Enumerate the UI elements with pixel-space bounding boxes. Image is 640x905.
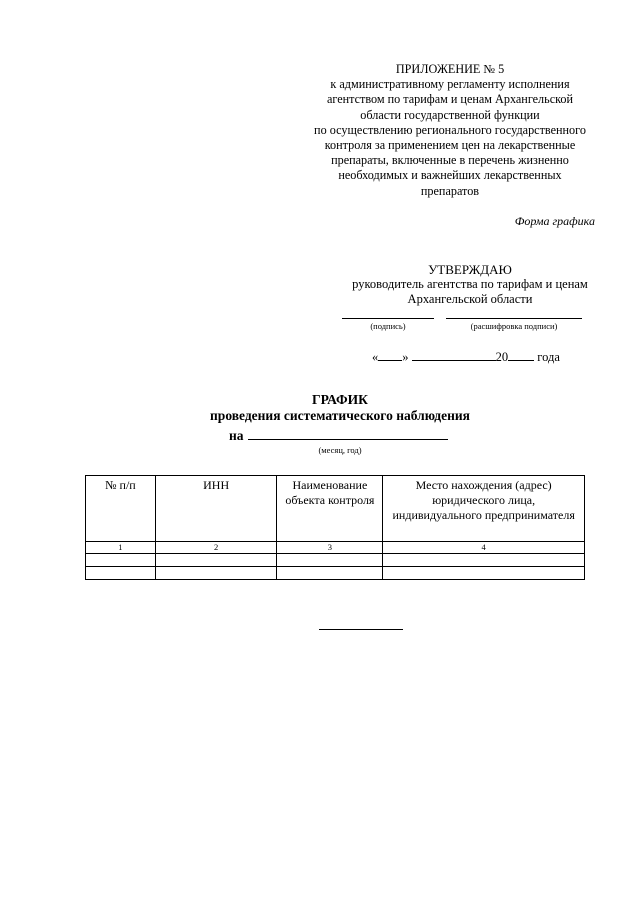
end-separator-line [319, 629, 403, 630]
table-cell[interactable] [277, 554, 383, 567]
appendix-line: препараты, включенные в перечень жизненно [331, 153, 569, 168]
signature-line[interactable] [342, 318, 434, 319]
schedule-subtitle: проведения систематического наблюдения [210, 408, 470, 423]
schedule-table [85, 475, 585, 580]
schedule-heading [90, 392, 590, 424]
date-month-field[interactable] [412, 349, 496, 361]
column-header-object: Наименование объекта контроля [277, 476, 383, 542]
table-cell[interactable] [86, 567, 156, 580]
column-number: 1 [86, 542, 156, 554]
schedule-title: ГРАФИК [312, 392, 368, 407]
appendix-line: контроля за применением цен на лекарственные [324, 138, 576, 153]
approval-title: УТВЕРЖДАЮ [428, 262, 512, 277]
column-header-number: № п/п [86, 476, 156, 542]
appendix-line: агентством по тарифам и ценам Архангельской [326, 92, 574, 107]
table-cell[interactable] [383, 554, 585, 567]
signature-caption: (подпись) [370, 321, 406, 331]
signature-decoding-line[interactable] [446, 318, 582, 319]
date-close-quote: » [402, 350, 409, 364]
approval-position-line: Архангельской области [407, 292, 533, 306]
column-number: 2 [155, 542, 277, 554]
appendix-block [290, 62, 610, 199]
table-row [86, 554, 585, 567]
date-open-quote: « [372, 350, 379, 364]
column-number: 3 [277, 542, 383, 554]
appendix-line: ПРИЛОЖЕНИЕ № 5 [395, 62, 505, 76]
approval-position-line: руководитель агентства по тарифам и ценам [352, 277, 588, 291]
period-line [229, 427, 448, 444]
form-label: Форма графика [514, 214, 595, 228]
table-cell[interactable] [383, 567, 585, 580]
date-year-suffix: года [537, 350, 560, 364]
period-prefix: на [229, 428, 244, 443]
table-cell[interactable] [86, 554, 156, 567]
appendix-line: к административному регламенту исполнения [330, 77, 570, 92]
column-header-inn: ИНН [155, 476, 277, 542]
table-cell[interactable] [155, 567, 277, 580]
table-cell[interactable] [277, 567, 383, 580]
approval-date [372, 349, 560, 365]
table-row [86, 567, 585, 580]
date-year-field[interactable] [508, 349, 534, 361]
column-header-address: Место нахождения (адрес) юридического лица, индивидуального предпринимателя [383, 476, 585, 542]
approval-block [330, 262, 610, 307]
date-year-prefix: 20 [495, 350, 509, 364]
appendix-line: области государственной функции [360, 107, 540, 122]
signature-decoding-caption: (расшифровка подписи) [470, 321, 558, 331]
table-cell[interactable] [155, 554, 277, 567]
appendix-line: препаратов [420, 183, 480, 198]
table-column-numbers-row [86, 542, 585, 554]
date-day-field[interactable] [378, 349, 402, 361]
period-field[interactable] [248, 427, 448, 440]
column-number: 4 [383, 542, 585, 554]
appendix-line: необходимых и важнейших лекарственных [338, 168, 562, 183]
appendix-line: по осуществлению регионального государственного [314, 122, 586, 137]
period-caption: (месяц, год) [318, 445, 362, 455]
table-header-row [86, 476, 585, 542]
